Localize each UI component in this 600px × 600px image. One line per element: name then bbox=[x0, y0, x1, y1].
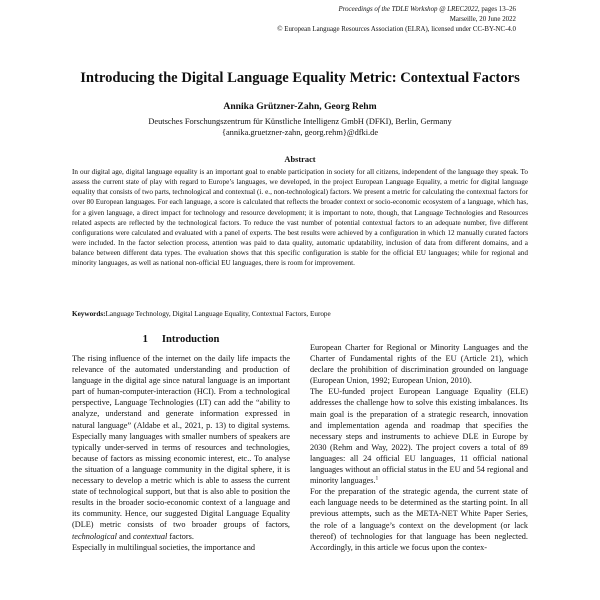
keywords-label: Keywords: bbox=[72, 310, 106, 318]
abstract-text: In our digital age, digital language equality is an important goal to enable participation in society for all citizens, independent of the language they speak. To assess the current state of play with regard to Europe’s languages, we developed, in the project European Language Equality, a metric for digital language equality that consists of two parts, technological and contextual (i. e., non-technological) factors. We present a metric for calculating the contextual factors for over 80 European languages. For each language, a score is calculated that reflects the broader context or socio-economic ecosystem of a language, which has, for a given language, a direct impact for technology and resource development; it is important to note, though, that Language Technologies and Resources related aspects are reflected by the technological factors. To reduce the vast number of potential contextual factors to an adequate number, five different configurations were calculated and evaluated with a panel of experts. The best results were achieved by a configuration in which 12 manually curated factors were included. In the factor selection process, attention was paid to data quality, automatic updatability, inclusion of data from different domains, and a balance between different data types. The evaluation shows that this specific configuration is stable for the official EU languages; while for regional and minority languages, as well as national non-official EU languages, there is room for improvement. bbox=[72, 168, 528, 268]
keywords bbox=[72, 309, 528, 319]
paragraph bbox=[72, 353, 290, 542]
header-venue: Proceedings of the TDLE Workshop @ LREC2022 bbox=[338, 6, 478, 13]
header-venue-line bbox=[277, 5, 516, 15]
header-location-date: Marseille, 20 June 2022 bbox=[449, 16, 516, 24]
right-column bbox=[310, 342, 528, 553]
paragraph bbox=[310, 386, 528, 486]
author-list: Annika Grützner-Zahn, Georg Rehm bbox=[223, 101, 377, 112]
paragraph-text: The rising influence of the internet on the daily life impacts the relevance of the automated understanding and production of language in the digital age since natural language is an important part of human-computer-interaction (HCI). From a technological perspective, Language Technologies (LT) can add the “ability to analyze, understand and generate information expressed in natural language” (Aldabe et al., 2021, p. 13) to digital systems. Especially many languages with smaller numbers of speakers are typically under-served in terms of resources and technologies, because of factors as missing economic interest, etc.. To analyse the situation of a language community in the digital sphere, it is necessary to develop a metric which is able to assess the current state of technological support, but that is also able to position the results in the broader socio-economic context of a language and its community. Hence, our suggested Digital Language Equality (DLE) metric consists of two broader groups of factors, bbox=[72, 354, 290, 530]
emphasis-technological: technological bbox=[72, 531, 117, 541]
section-number: 1 bbox=[142, 334, 148, 345]
abstract-heading: Abstract bbox=[284, 155, 316, 164]
section-title: Introduction bbox=[161, 334, 220, 345]
paragraph: European Charter for Regional or Minority Languages and the Charter of Fundamental rights of the EU (Article 21), which declare the prohibition of discrimination grounded on language (European Union, 1992; European Union, 2010). bbox=[310, 343, 528, 386]
left-column bbox=[72, 353, 290, 553]
section-heading bbox=[72, 334, 290, 345]
keywords-text: Language Technology, Digital Language Equality, Contextual Factors, Europe bbox=[105, 310, 331, 318]
paragraph-text: factors. bbox=[167, 531, 194, 541]
paragraph: For the preparation of the strategic agenda, the current state of each language needs to be determined as the starting point. In all previous attempts, such as the META-NET White Paper Series, the role of a language’s context on the development (or lack thereof) of technologies for that language has been neglected. Accordingly, in this article we focus upon the contex- bbox=[310, 487, 528, 552]
paragraph-text: The EU-funded project European Language Equality (ELE) addresses the challenge how to solve this existing imbalances. Its main goal is the preparation of a strategic research, innovation and implementation agenda and roadmap that specifies the necessary steps and instruments to achieve DLE in Europe by 2030 (Rehm and Way, 2022). The project covers a total of 89 languages: all 24 official EU languages, 11 official national languages without an official status in the EU and 54 regional and minority languages. bbox=[310, 387, 528, 486]
paragraph-text: and bbox=[116, 531, 133, 541]
paper-title: Introducing the Digital Language Equality Metric: Contextual Factors bbox=[80, 70, 520, 86]
emphasis-contextual: contextual bbox=[132, 531, 168, 541]
header-license: © European Language Resources Association (ELRA), licensed under CC-BY-NC-4.0 bbox=[277, 26, 516, 34]
paragraph: Especially in multilingual societies, the importance and bbox=[72, 542, 256, 552]
running-header bbox=[277, 5, 516, 36]
affiliation: Deutsches Forschungszentrum für Künstliche Intelligenz GmbH (DFKI), Berlin, Germany bbox=[148, 117, 452, 126]
footnote-marker[interactable]: 1 bbox=[375, 475, 379, 482]
header-pages: , pages 13–26 bbox=[477, 6, 516, 13]
author-emails: {annika.gruetzner-zahn, georg.rehm}@dfki.de bbox=[221, 128, 379, 137]
